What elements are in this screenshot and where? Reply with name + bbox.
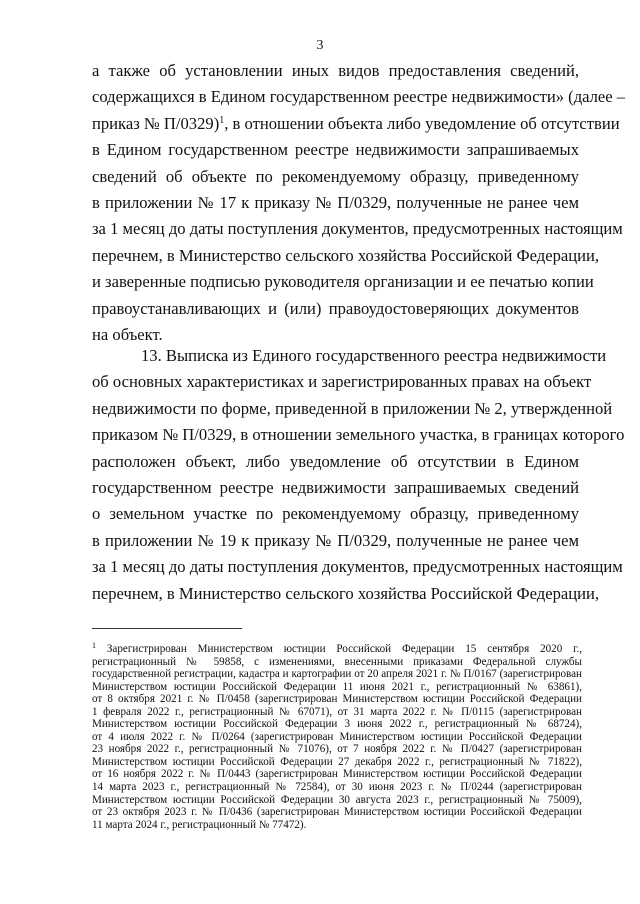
footnote-line: [92, 643, 582, 656]
text-line: за 1 месяц до даты поступления документов, предусмотренных настоящим: [92, 219, 623, 239]
footnote-line: 23 ноября 2022 г., регистрационный № 71076), от 7 ноября 2022 г. № П/0427 (зарегистрирован: [92, 743, 582, 756]
footnote-separator: [92, 628, 242, 629]
text-line: о земельном участке по рекомендуемому образцу, приведенному: [92, 504, 579, 524]
footnote-line: от 23 октября 2023 г. № П/0436 (зарегистрирован Министерством юстиции Российской Федерации: [92, 806, 582, 819]
footnote-line: Министерством юстиции Российской Федерации 27 декабря 2022 г., регистрационный № 71822),: [92, 755, 582, 768]
text-line: недвижимости по форме, приведенной в приложении № 2, утвержденной: [92, 398, 613, 418]
page-number: 3: [316, 38, 324, 53]
footnote-line: 14 марта 2023 г., регистрационный № 72584), от 30 июня 2023 г. № П/0244 (зарегистрирован: [92, 781, 582, 794]
footnote-line: от 4 июля 2022 г. № П/0264 (зарегистрирован Министерством юстиции Российской Федерации: [92, 730, 582, 743]
footnote-line: государственной регистрации, кадастра и картографии от 20 апреля 2021 г. № П/0167 (зарегистрирован: [92, 668, 582, 681]
text-fragment: Зарегистрирован Министерством юстиции Российской Федерации 15 сентября 2020 г.,: [96, 643, 582, 655]
paragraph-item-13: [92, 343, 625, 607]
text-line: правоустанавливающих и (или) правоудостоверяющих документов: [92, 298, 579, 318]
text-line: в Едином государственном реестре недвижимости запрашиваемых: [92, 140, 579, 160]
text-line: сведений об объекте по рекомендуемому образцу, приведенному: [92, 166, 579, 186]
text-line: и заверенные подписью руководителя организации и ее печатью копии: [92, 272, 594, 292]
text-fragment: приказ № П/0329): [92, 113, 220, 133]
footnote-line: Министерством юстиции Российской Федерации 3 июня 2022 г., регистрационный № 68724),: [92, 718, 582, 731]
text-fragment: , в отношении объекта либо уведомление об отсутствии: [224, 113, 620, 133]
text-line: [92, 111, 620, 137]
text-line: на объект.: [92, 324, 163, 344]
text-line: 13. Выписка из Единого государственного реестра недвижимости: [141, 346, 607, 365]
text-line: в приложении № 19 к приказу № П/0329, полученные не ранее чем: [92, 530, 579, 550]
footnote-line: 11 марта 2024 г., регистрационный № 77472).: [92, 818, 307, 831]
footnote-marker: 1: [92, 641, 96, 650]
footnote-line: 1 февраля 2022 г., регистрационный № 67071), от 31 марта 2022 г. № П/0115 (зарегистрирован: [92, 705, 582, 718]
text-line: государственном реестре недвижимости запрашиваемых сведений: [92, 477, 579, 497]
footnote-line: от 16 ноября 2022 г. № П/0443 (зарегистрирован Министерством юстиции Российской Федерации: [92, 768, 582, 781]
footnote-line: Министерством юстиции Российской Федерации 11 июня 2021 г., регистрационный № 63861),: [92, 680, 582, 693]
text-line: об основных характеристиках и зарегистрированных правах на объект: [92, 372, 592, 392]
paragraph-continuation: [92, 58, 626, 348]
text-line: в приложении № 17 к приказу № П/0329, полученные не ранее чем: [92, 192, 579, 212]
text-line: перечнем, в Министерство сельского хозяйства Российской Федерации,: [92, 245, 600, 265]
text-line: а также об установлении иных видов предоставления сведений,: [92, 61, 579, 80]
footnote-line: от 8 октября 2021 г. № П/0458 (зарегистрирован Министерством юстиции Российской Федерации: [92, 693, 582, 706]
footnote: [92, 643, 582, 831]
text-line: расположен объект, либо уведомление об отсутствии в Едином: [92, 451, 579, 471]
text-line: содержащихся в Едином государственном реестре недвижимости» (далее –: [92, 87, 626, 107]
footnote-line: Министерством юстиции Российской Федерации 30 августа 2023 г., регистрационный № 75009),: [92, 793, 582, 806]
text-line: приказом № П/0329, в отношении земельного участка, в границах которого: [92, 425, 625, 445]
footnote-line: регистрационный № 59858, с изменениями, внесенными приказами Федеральной службы: [92, 655, 582, 668]
footnote-reference: 1: [219, 114, 225, 126]
text-line: перечнем, в Министерство сельского хозяйства Российской Федерации,: [92, 583, 600, 603]
text-line: за 1 месяц до даты поступления документов, предусмотренных настоящим: [92, 557, 623, 577]
